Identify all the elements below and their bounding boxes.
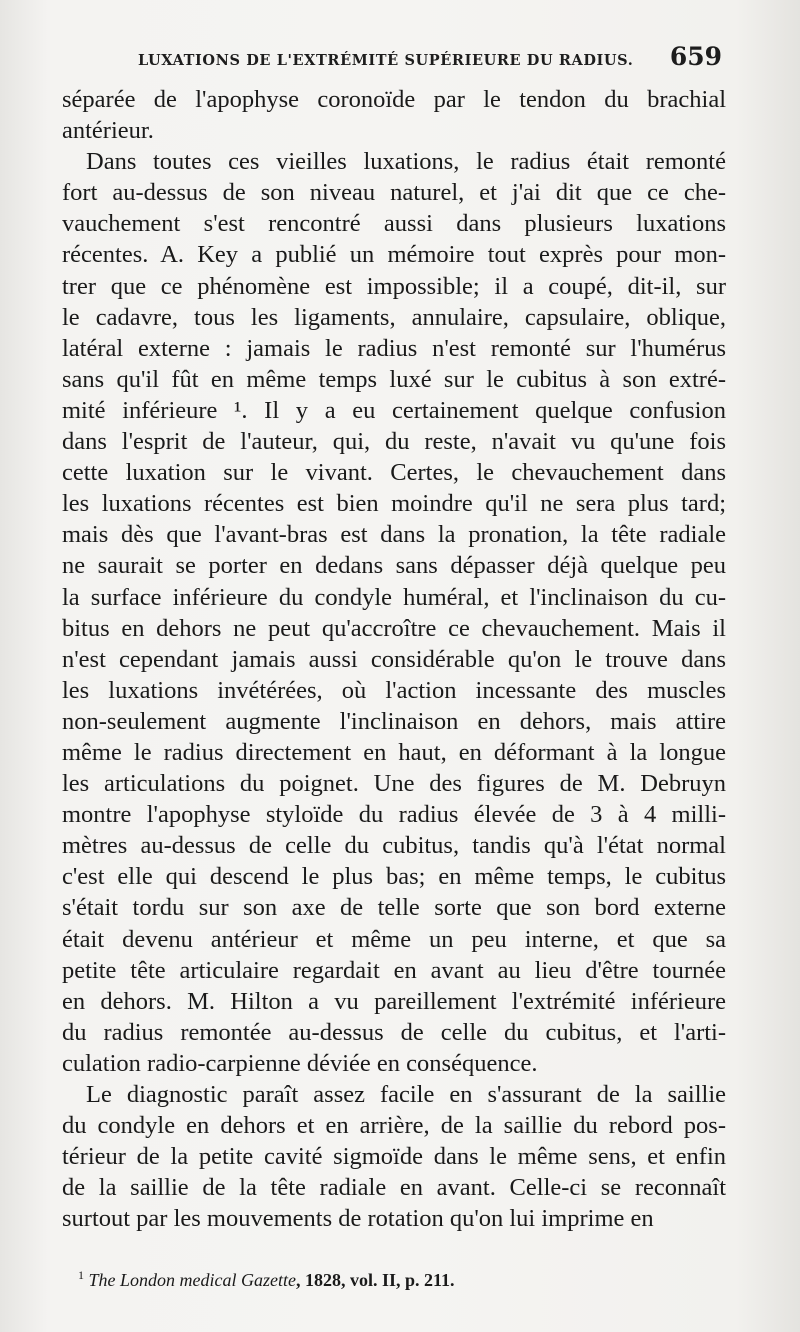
text-line: s'était tordu sur son axe de telle sorte que son bord externe [62, 894, 726, 922]
text-line: les articulations du poignet. Une des figures de M. Debruyn [62, 770, 726, 798]
text-line: mité inférieure ¹. Il y a eu certainement quelque confusion [62, 396, 726, 424]
text-line: mètres au-dessus de celle du cubitus, tandis qu'à l'état normal [62, 832, 726, 860]
text-line: térieur de la petite cavité sigmoïde dans le même sens, et enfin [62, 1143, 726, 1171]
text-line: surtout par les mouvements de rotation qu'on lui imprime en [62, 1205, 654, 1233]
paragraph [62, 146, 726, 1079]
text-line: récentes. A. Key a publié un mémoire tout exprès pour mon- [62, 241, 726, 269]
text-line: c'est elle qui descend le plus bas; en même temps, le cubitus [62, 863, 726, 891]
paragraph [62, 1079, 726, 1234]
text-line: mais dès que l'avant-bras est dans la pronation, la tête radiale [62, 521, 726, 549]
text-line: séparée de l'apophyse coronoïde par le tendon du brachial [62, 86, 726, 113]
text-line: dans l'esprit de l'auteur, qui, du reste, n'avait vu qu'une fois [62, 428, 726, 456]
text-line: en dehors. M. Hilton a vu pareillement l'extrémité inférieure [62, 987, 726, 1015]
text-line: bitus en dehors ne peut qu'accroître ce chevauchement. Mais il [62, 614, 726, 642]
text-line: n'est cependant jamais aussi considérable qu'on le trouve dans [62, 645, 726, 673]
text-line: trer que ce phénomène est impossible; il a coupé, dit-il, sur [62, 272, 726, 300]
text-line: montre l'apophyse styloïde du radius élevée de 3 à 4 milli- [62, 801, 726, 829]
text-line: sans qu'il fût en même temps luxé sur le cubitus à son extré- [62, 365, 726, 393]
text-line: non-seulement augmente l'inclinaison en dehors, mais attire [62, 707, 726, 735]
text-line: culation radio-carpienne déviée en conséquence. [62, 1049, 538, 1077]
text-line: le cadavre, tous les ligaments, annulaire, capsulaire, oblique, [62, 303, 726, 331]
footnote [78, 1268, 738, 1291]
running-title: LUXATIONS DE L'EXTRÉMITÉ SUPÉRIEURE DU RADIUS. [138, 52, 634, 69]
text-line: cette luxation sur le vivant. Certes, le chevauchement dans [62, 459, 726, 487]
text-line: de la saillie de la tête radiale en avant. Celle-ci se reconnaît [62, 1174, 726, 1202]
text-line: les luxations invétérées, où l'action incessante des muscles [62, 676, 726, 704]
text-line: Le diagnostic paraît assez facile en s'assurant de la saillie [86, 1081, 726, 1108]
footnote-marker: 1 [78, 1268, 84, 1282]
paragraph [62, 84, 726, 146]
page-number: 659 [669, 42, 722, 71]
text-line: antérieur. [62, 117, 154, 145]
text-line: du condyle en dehors et en arrière, de la saillie du rebord pos- [62, 1112, 726, 1140]
text-line: petite tête articulaire regardait en avant au lieu d'être tournée [62, 956, 726, 984]
text-line: même le radius directement en haut, en déformant à la longue [62, 738, 726, 766]
text-line: latéral externe : jamais le radius n'est remonté sur l'humérus [62, 334, 726, 362]
footnote-citation: , 1828, vol. II, p. 211. [295, 1270, 455, 1290]
text-line: les luxations récentes est bien moindre qu'il ne sera plus tard; [62, 490, 726, 518]
text-line: du radius remontée au-dessus de celle du cubitus, et l'arti- [62, 1018, 726, 1046]
text-line: la surface inférieure du condyle huméral, et l'inclinaison du cu- [62, 583, 726, 611]
text-line: Dans toutes ces vieilles luxations, le radius était remonté [86, 148, 726, 176]
body-text [62, 84, 726, 1234]
text-line: vauchement s'est rencontré aussi dans plusieurs luxations [62, 210, 726, 238]
text-line: était devenu antérieur et même un peu interne, et que sa [62, 925, 726, 953]
text-line: ne saurait se porter en dedans sans dépasser déjà quelque peu [62, 552, 726, 580]
page-header [0, 40, 800, 76]
footnote-source-title: The London medical Gazette [88, 1270, 296, 1290]
text-line: fort au-dessus de son niveau naturel, et j'ai dit que ce che- [62, 179, 726, 207]
